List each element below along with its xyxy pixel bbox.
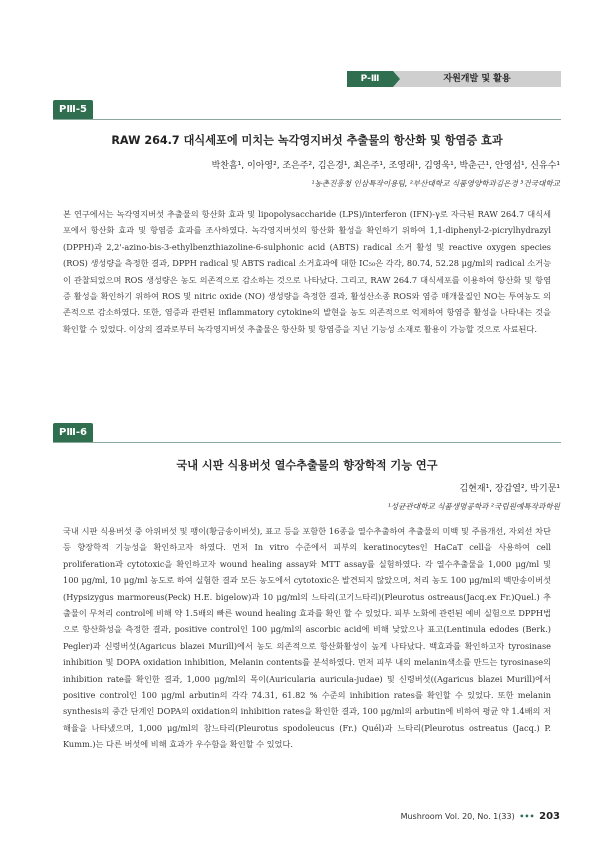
section-divider	[53, 119, 561, 120]
page-footer	[401, 811, 560, 822]
article-affiliation: ¹성균관대학교 식품생명공학과 ²국립원예특작과학원	[387, 502, 560, 511]
section-divider	[53, 442, 561, 443]
header-section-title: 자원개발 및 활용	[393, 71, 561, 87]
article-affiliation: ¹농촌진흥청 인삼특작이용팀, ²부산대학교 식품영양학과김은경 ³건국대학교	[311, 179, 560, 188]
page-number: 203	[539, 811, 560, 822]
journal-citation: Mushroom Vol. 20, No. 1(33)	[400, 812, 515, 821]
header-arrow-icon	[393, 71, 400, 87]
footer-dots-icon: •••	[519, 812, 535, 821]
article-abstract: 국내 시판 식용버섯 중 아위버섯 및 팽이(황금송이버섯), 표고 등을 포함한 16종을 열수추출하여 추출물의 미백 및 주름개선, 자외선 차단 등 향장학적 기능성을 확인하고자 하였다. 먼저 In vitro 수준에서 피부의 keratinocytes인 HaCaT cell을 사용하여 cell proliferation과 cytotoxic을 확인하고자 wound healing assay와 MTT assay를 실험하였다. 각 열수추출물을 1,000 μg/ml 및 100 μg/ml, 10 μg/ml 농도로 하여 실험한 결과 모든 농도에서 cytotoxic은 발견되지 않았으며, 처리 농도 100 μg/ml의 백만송이버섯(Hypsizygus marmoreus(Peck) H.E. bigelow)과 10 μg/ml의 느타리(고기느타리)(Pleurotus ostreaus(Jacq.ex Fr.)Quel.) 추출물이 무처리 control에 비해 약 1.5배의 빠른 wound healing 효과를 확인 할 수 있었다. 피부 노화에 관련된 예비 실험으로 DPPH법으로 항산화성을 측정한 결과, positive control인 100 μg/ml의 ascorbic acid에 비해 낮았으나 표고(Lentinula edodes (Berk.) Pegler)과 신령버섯(Agaricus blazei Murill)에서 농도 의존적으로 항산화활성이 높게 나타났다. 백효과를 확인하고자 tyrosinase inhibition 및 DOPA oxidation inhibition, Melanin contents를 분석하였다. 먼저 피부 내의 melanin색소를 만드는 tyrosinase의 inhibition rate를 확인한 결과, 1,000 μg/ml의 목이(Auricularia auricula-judae) 및 신령버섯((Agaricus blazei Murill)에서 positive control인 100 μg/ml arbutin의 각각 74.31, 61.82 % 수준의 inhibition rates를 확인할 수 있었다. 또한 melanin synthesis의 중간 단계인 DOPA의 oxidation의 inhibition rates을 확인한 결과, 100 μg/ml의 arbutin에 비하여 평균 약 1.4배의 저해율을 나타냈으며, 1,000 μg/ml의 참느타리(Pleurotus spodoleucus (Fr.) Quél)과 느타리(Pleurotus ostreatus (Jacq.) P. Kumm.)는 다른 버섯에 비해 효과가 우수함을 확인할 수 있었다.	[63, 526, 551, 750]
article-code-badge: PⅢ-5	[53, 100, 93, 120]
article-abstract: 본 연구에서는 녹각영지버섯 추출물의 항산화 효과 및 lipopolysaccharide (LPS)/interferon (IFN)-γ로 자극된 RAW 264.7 대식세포에서 항산화 효과 및 항염증 효과를 조사하였다. 녹각영지버섯의 항산화 활성을 확인하기 위하여 1,1-diphenyl-2-picrylhydrazyl (DPPH)과 2,2'-azino-bis-3-ethylbenzthiazoline-6-sulphonic acid (ABTS) radical 소거 활성 및 reactive oxygen species (ROS) 생성량을 측정한 결과, DPPH radical 및 ABTS radical 소거효과에 대한 IC₅₀은 각각, 80.74, 52.28 μg/ml의 radical 소거능이 관찰되었으며 ROS 생성량은 농도 의존적으로 감소하는 것으로 나타났다. 그리고, RAW 264.7 대식세포를 이용하여 항산화 및 항염증 활성을 확인하기 위하여 ROS 및 nitric oxide (NO) 생성량을 측정한 결과, 활성산소종 ROS와 염증 매개물질인 NO는 투여농도 의존적으로 감소하였다. 또한, 염증과 관련된 inflammatory cytokine의 발현을 농도 의존적으로 억제하여 항염증 활성을 나타내는 것을 확인할 수 있었다. 이상의 결과로부터 녹각영지버섯 추출물은 항산화 및 항염증을 지닌 기능성 소재로 활용이 가능할 것으로 사료된다.	[63, 209, 551, 334]
article-title: 국내 시판 식용버섯 열수추출물의 향장학적 기능 연구	[176, 459, 438, 472]
header-section-tag: P-Ⅲ	[347, 71, 393, 87]
article-authors: 김현재¹, 장갑열², 박기문¹	[459, 484, 560, 494]
article-code-badge: PⅢ-6	[53, 423, 93, 443]
article-authors: 박찬흠¹, 이아영², 조은주², 김은경¹, 최은주¹, 조영래¹, 김영욱¹, 박춘근¹, 안영섭¹, 신유수¹	[211, 161, 560, 171]
article-title: RAW 264.7 대식세포에 미치는 녹각영지버섯 추출물의 항산화 및 항염증 효과	[111, 134, 503, 147]
